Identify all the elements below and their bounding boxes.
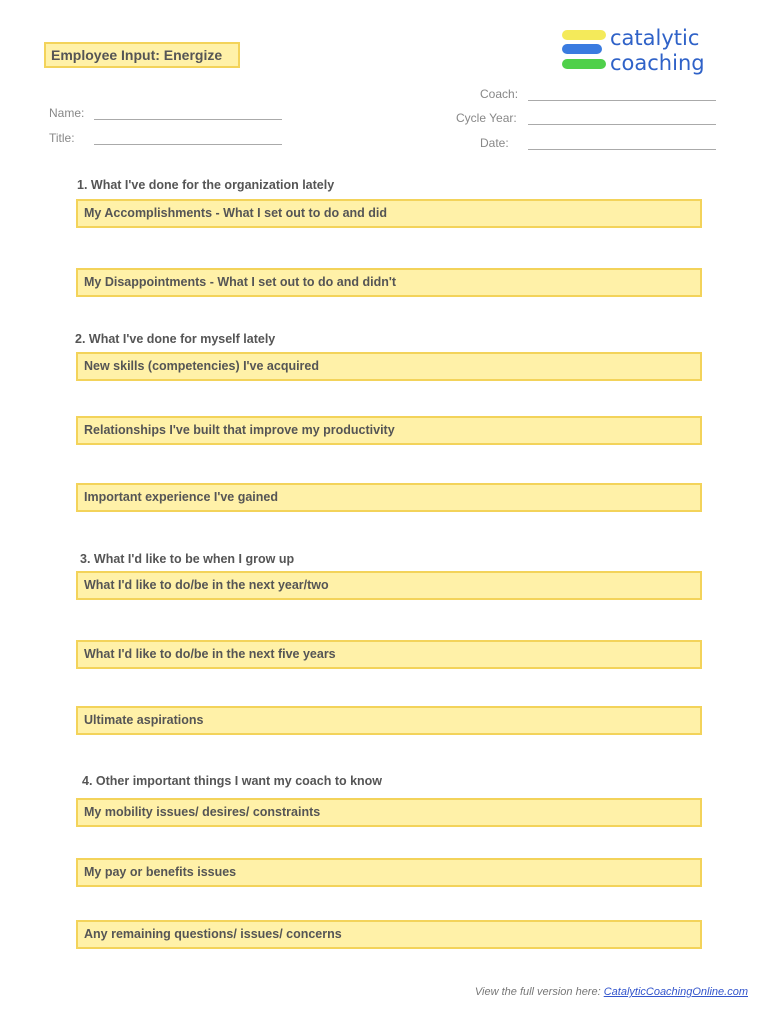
logo-yellow-bar bbox=[562, 30, 606, 40]
logo-blue-bar bbox=[562, 44, 602, 54]
relationships-box[interactable]: Relationships I've built that improve my productivity bbox=[76, 416, 702, 445]
date-label: Date: bbox=[480, 136, 509, 150]
logo-text-line1: catalytic bbox=[610, 26, 700, 50]
name-field[interactable] bbox=[94, 118, 282, 120]
pay-benefits-box[interactable]: My pay or benefits issues bbox=[76, 858, 702, 887]
ultimate-aspirations-box[interactable]: Ultimate aspirations bbox=[76, 706, 702, 735]
cycle-year-field[interactable] bbox=[528, 123, 716, 125]
title-label: Title: bbox=[49, 131, 75, 145]
experience-box[interactable]: Important experience I've gained bbox=[76, 483, 702, 512]
next-five-years-box[interactable]: What I'd like to do/be in the next five years bbox=[76, 640, 702, 669]
footer-link[interactable]: CatalyticCoachingOnline.com bbox=[603, 986, 748, 998]
coach-label: Coach: bbox=[480, 87, 519, 101]
section-4-heading: 4. Other important things I want my coach to know bbox=[82, 774, 383, 788]
logo-green-bar bbox=[562, 59, 606, 69]
title-field[interactable] bbox=[94, 143, 282, 145]
logo-wordmark bbox=[610, 26, 705, 76]
logo-text-line2: coaching bbox=[610, 51, 705, 75]
form-title: Employee Input: Energize bbox=[44, 42, 240, 68]
section-1-heading: 1. What I've done for the organization lately bbox=[77, 178, 335, 192]
mobility-box[interactable]: My mobility issues/ desires/ constraints bbox=[76, 798, 702, 827]
coach-field[interactable] bbox=[528, 99, 716, 101]
name-label: Name: bbox=[49, 106, 85, 120]
section-2-heading: 2. What I've done for myself lately bbox=[75, 332, 276, 346]
accomplishments-box[interactable]: My Accomplishments - What I set out to do and did bbox=[76, 199, 702, 228]
footer-text: View the full version here: bbox=[474, 986, 604, 998]
remaining-questions-box[interactable]: Any remaining questions/ issues/ concerns bbox=[76, 920, 702, 949]
catalytic-coaching-logo bbox=[562, 26, 732, 80]
date-field[interactable] bbox=[528, 148, 716, 150]
section-3-heading: 3. What I'd like to be when I grow up bbox=[80, 552, 295, 566]
footer-note bbox=[475, 986, 748, 998]
new-skills-box[interactable]: New skills (competencies) I've acquired bbox=[76, 352, 702, 381]
cycle-year-label: Cycle Year: bbox=[456, 111, 517, 125]
disappointments-box[interactable]: My Disappointments - What I set out to do and didn't bbox=[76, 268, 702, 297]
next-year-box[interactable]: What I'd like to do/be in the next year/two bbox=[76, 571, 702, 600]
